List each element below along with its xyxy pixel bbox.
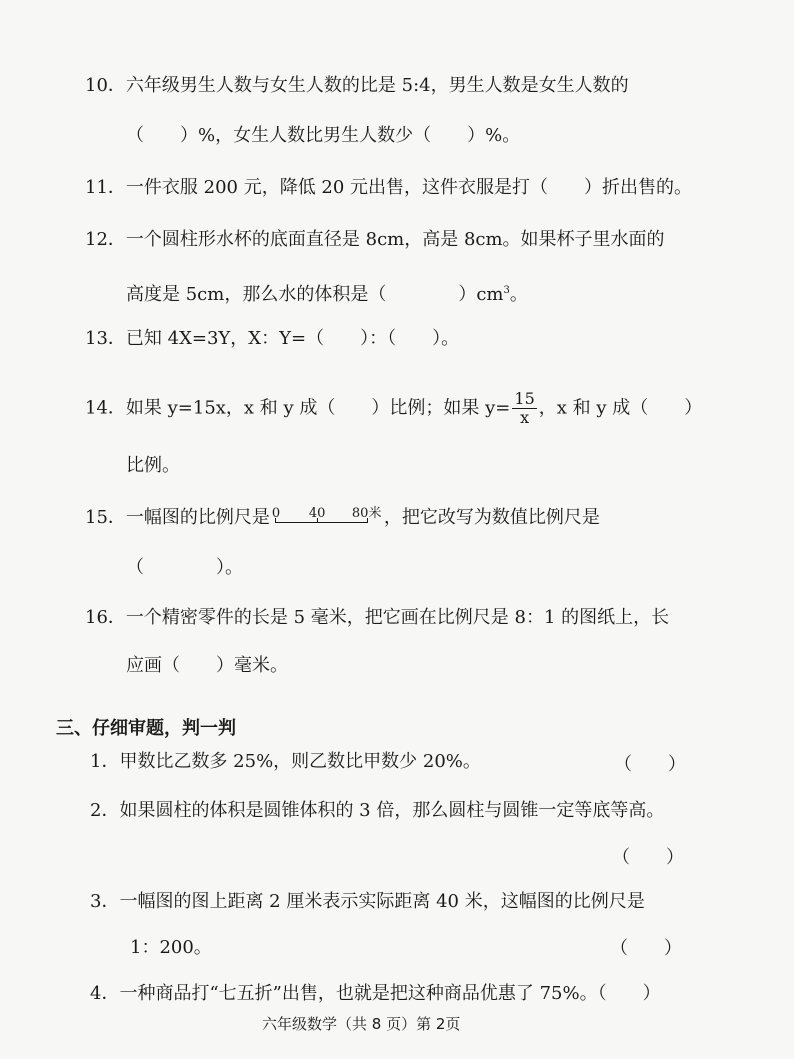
- question-11: [85, 176, 692, 200]
- superscript: 3: [503, 285, 510, 296]
- question-number: 16．: [85, 607, 126, 628]
- question-14-line-1: [85, 390, 702, 427]
- judge-3-line-1: [90, 890, 645, 914]
- question-10-line-1: [85, 74, 629, 98]
- judge-1: [90, 750, 481, 774]
- question-15-line-2: （ ）。: [126, 557, 243, 578]
- question-number: 1．: [90, 751, 120, 772]
- section-title: 三、仔细审题，判一判: [56, 718, 236, 739]
- line-scale: [272, 506, 382, 530]
- scale-label-0: 0: [271, 506, 281, 521]
- question-10-line-2: （ ）%，女生人数比男生人数少（ ）%。: [126, 125, 521, 146]
- question-15-line-1: [85, 506, 600, 530]
- question-number: 2．: [90, 800, 120, 821]
- question-text: 一件衣服 200 元，降低 20 元出售，这件衣服是打（ ）折出售的。: [125, 177, 693, 198]
- answer-parentheses[interactable]: （ ）: [612, 847, 684, 868]
- question-text: 六年级男生人数与女生人数的比是 5:4，男生人数是女生人数的: [125, 75, 629, 96]
- scale-bar: [275, 522, 368, 523]
- question-12-line-2: [126, 279, 528, 307]
- question-number: 14．: [85, 397, 126, 419]
- question-number: 15．: [85, 507, 126, 528]
- scale-tick: [275, 518, 276, 523]
- question-text: 一个精密零件的长是 5 毫米，把它画在比例尺是 8：1 的图纸上，长: [125, 607, 670, 628]
- question-number: 12．: [85, 229, 126, 250]
- fraction-denominator: x: [520, 408, 530, 427]
- question-text: 一幅图的图上距离 2 厘米表示实际距离 40 米，这幅图的比例尺是: [119, 891, 645, 912]
- scale-label-40: 40: [308, 506, 326, 521]
- question-text: 甲数比乙数多 25%，则乙数比甲数少 20%。: [119, 751, 481, 772]
- scale-label-80: 80米: [351, 506, 382, 521]
- question-text: 如果 y=15x，x 和 y 成（ ）比例；如果 y=: [125, 397, 511, 419]
- scale-tick: [367, 518, 368, 523]
- question-12-line-1: [85, 228, 665, 252]
- answer-parentheses[interactable]: （ ）: [610, 938, 682, 959]
- page-footer: 六年级数学（共 8 页）第 2页: [262, 1015, 461, 1033]
- question-text: 如果圆柱的体积是圆锥体积的 3 倍，那么圆柱与圆锥一定等底等高。: [119, 800, 665, 821]
- question-number: 11．: [85, 177, 126, 198]
- question-number: 13．: [85, 328, 126, 349]
- question-13: [85, 327, 459, 351]
- judge-4: [90, 982, 661, 1006]
- question-number: 4．: [90, 983, 120, 1004]
- answer-parentheses[interactable]: （ ）: [614, 754, 686, 775]
- question-number: 10．: [85, 75, 126, 96]
- question-text-end: 。: [509, 284, 528, 305]
- fraction-numerator: 15: [514, 389, 535, 408]
- question-14-line-2: 比例。: [126, 455, 180, 476]
- question-text: 已知 4X=3Y，X：Y=（ ）：（ ）。: [125, 328, 460, 349]
- judge-3-line-2: 1：200。: [130, 937, 212, 958]
- question-text: 一种商品打“七五折”出售，也就是把这种商品优惠了 75%。（ ）: [119, 983, 661, 1004]
- question-16-line-1: [85, 606, 669, 630]
- judge-2: [90, 799, 664, 823]
- question-text: ，x 和 y 成（ ）: [538, 397, 703, 419]
- question-text: 一幅图的比例尺是: [125, 507, 270, 528]
- question-number: 3．: [90, 891, 120, 912]
- scale-tick: [317, 518, 318, 523]
- question-text: ，把它改写为数值比例尺是: [383, 507, 600, 528]
- fraction: [512, 390, 536, 427]
- question-text: 一个圆柱形水杯的底面直径是 8cm，高是 8cm。如果杯子里水面的: [125, 229, 665, 250]
- question-text: 高度是 5cm，那么水的体积是（ ）cm: [126, 284, 504, 305]
- question-16-line-2: 应画（ ）毫米。: [126, 655, 288, 676]
